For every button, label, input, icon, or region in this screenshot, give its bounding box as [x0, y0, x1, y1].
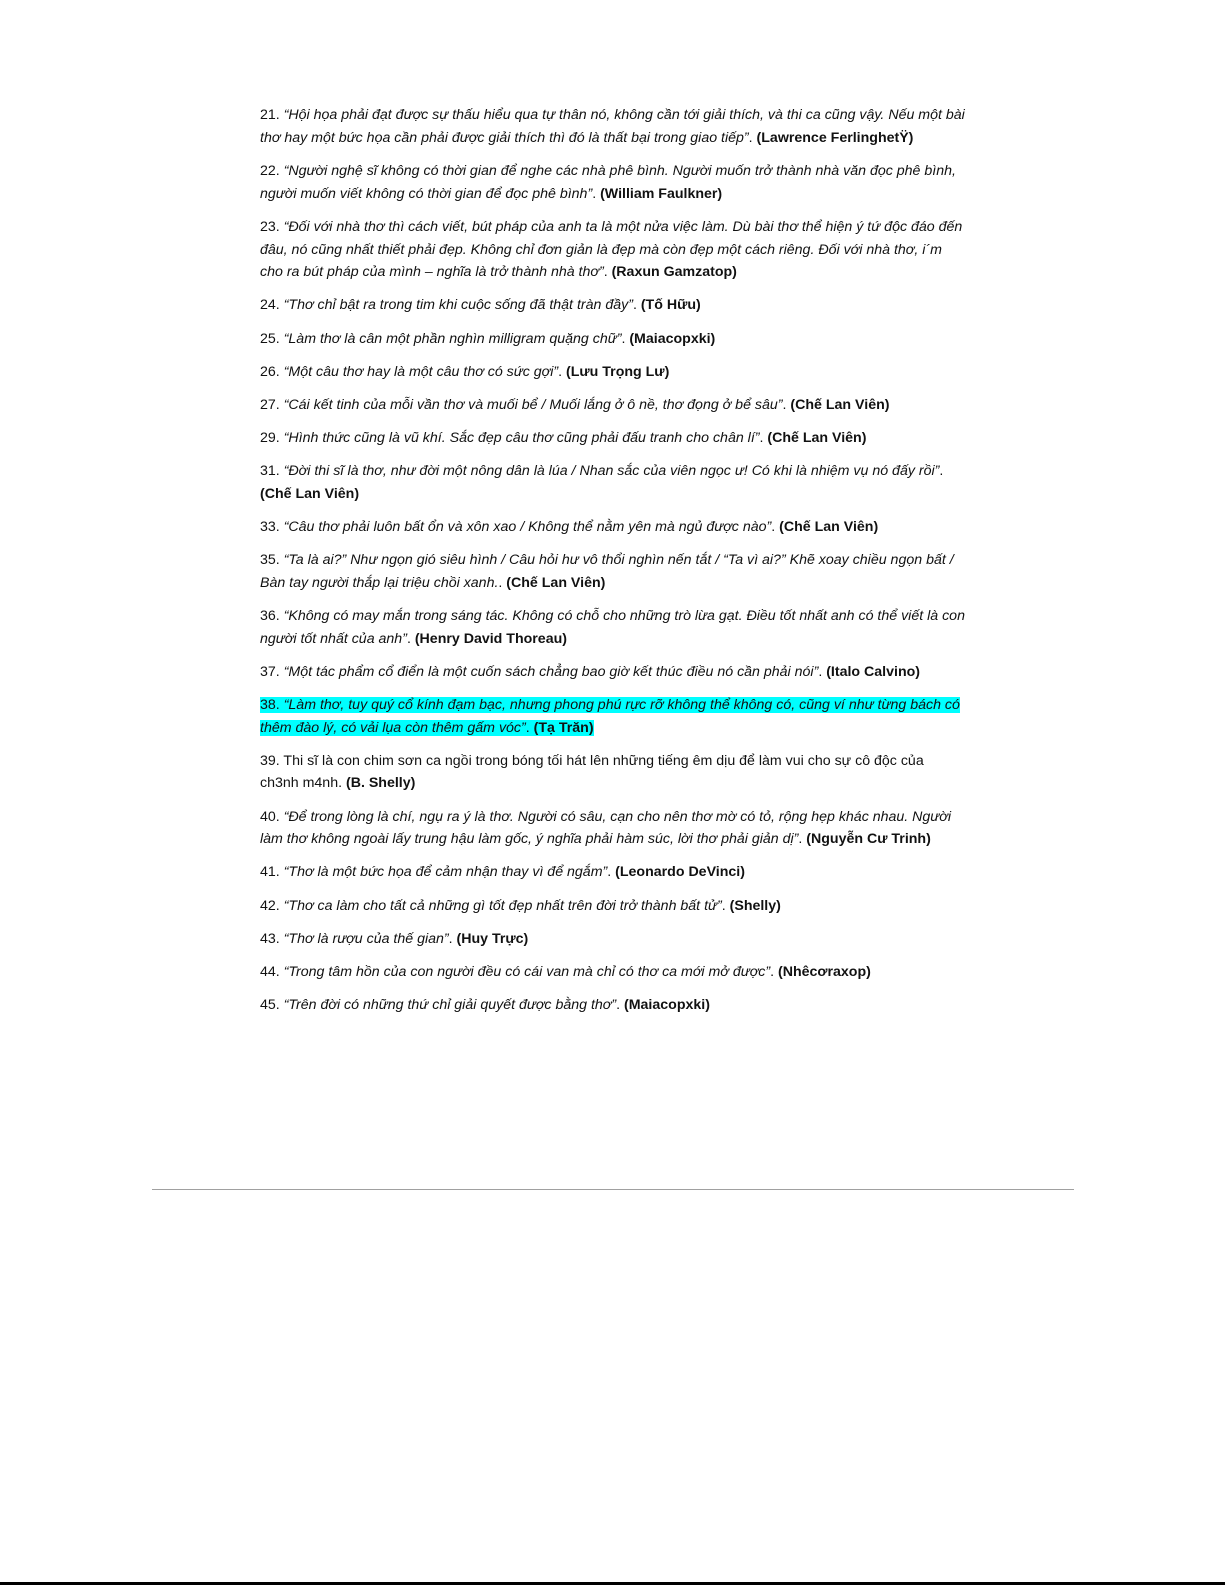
quote-number: 45.	[260, 996, 280, 1013]
quote-author: (Chế Lan Viên)	[767, 429, 867, 446]
quote-text-run: 35. “Ta là ai?” Như ngọn gió siêu hình / Câu hỏi hư vô thổi nghìn nến tắt / “Ta vì ai?” Khẽ xoay chiều ngọn bất / Bàn tay người thắp lại triệu chồi xanh.. (Chế Lan Viên)	[260, 551, 954, 591]
quote-text: “Để trong lòng là chí, ngụ ra ý là thơ. Người có sâu, cạn cho nên thơ mờ có tỏ, rộng hẹp khác nhau. Người làm thơ không ngoài lấy trung hậu làm gốc, ý nghĩa phải hàm súc, lời thơ phải giản dị”	[260, 808, 952, 848]
quote-author: (Tố Hữu)	[640, 297, 701, 314]
quote-number: 23.	[260, 218, 280, 235]
quote-text-run: 33. “Câu thơ phải luôn bất ổn và xôn xao / Không thể nằm yên mà ngủ được nào”. (Chế Lan Viên)	[260, 518, 879, 535]
quote-text: “Một tác phẩm cổ điển là một cuốn sách chẳng bao giờ kết thúc điều nó cần phải nói”	[283, 663, 819, 680]
quote-item	[260, 549, 965, 595]
quote-text: “Hội họa phải đạt được sự thấu hiểu qua tự thân nó, không cần tới giải thích, và thi ca cũng vậy. Nếu một bài thơ hay một bức họa cần phải được giải thích thì đó là thất bại trong giao tiếp”	[260, 107, 965, 146]
quote-item	[260, 516, 965, 539]
quote-text: “Cái kết tinh của mỗi vần thơ và muối bể / Muối lắng ở ô nề, thơ đọng ở bể sâu”	[283, 396, 783, 413]
quote-text-run: 38. “Làm thơ, tuy quý cổ kính đạm bạc, nhưng phong phú rực rỡ không thể không có, cũng ví như từng bách có thêm đào lý, có vải lụa còn thêm gấm vóc”. (Tạ Trăn)	[260, 696, 960, 736]
quote-author: (Chế Lan Viên)	[790, 396, 890, 413]
quote-text-run: 42. “Thơ ca làm cho tất cả những gì tốt đẹp nhất trên đời trở thành bất tử”. (Shelly)	[260, 897, 781, 914]
quote-text: “Làm thơ, tuy quý cổ kính đạm bạc, nhưng phong phú rực rỡ không thể không có, cũng ví như từng bách có thêm đào lý, có vải lụa còn thêm gấm vóc”	[260, 696, 960, 736]
quote-text-run: 29. “Hình thức cũng là vũ khí. Sắc đẹp câu thơ cũng phải đấu tranh cho chân lí”. (Chế Lan Viên)	[260, 429, 867, 446]
quote-text-run: 26. “Một câu thơ hay là một câu thơ có sức gợi”. (Lưu Trọng Lư)	[260, 363, 670, 380]
quote-number: 27.	[260, 396, 280, 413]
quote-number: 25.	[260, 330, 280, 347]
quote-author: (William Faulkner)	[600, 185, 723, 202]
quote-text-run: 21. “Hội họa phải đạt được sự thấu hiểu qua tự thân nó, không cần tới giải thích, và thi ca cũng vậy. Nếu một bài thơ hay một bức họa cần phải được giải thích thì đó là thất bại trong giao tiếp”. (Lawrence FerlinghetŸ)	[260, 107, 965, 146]
quote-number: 26.	[260, 363, 280, 380]
quote-item	[260, 895, 965, 918]
quote-item	[260, 694, 965, 740]
quote-text-run: 27. “Cái kết tinh của mỗi vần thơ và muối bể / Muối lắng ở ô nề, thơ đọng ở bể sâu”. (Chế Lan Viên)	[260, 396, 890, 413]
quote-text-run: 45. “Trên đời có những thứ chỉ giải quyết được bằng thơ”. (Maiacopxki)	[260, 996, 710, 1013]
quote-number: 39.	[260, 752, 280, 769]
quote-author: (Leonardo DeVinci)	[615, 864, 745, 881]
quote-text: “Thơ chỉ bật ra trong tim khi cuộc sống đã thật tràn đầy”	[283, 297, 633, 314]
quote-text-run: 40. “Để trong lòng là chí, ngụ ra ý là thơ. Người có sâu, cạn cho nên thơ mờ có tỏ, rộng hẹp khác nhau. Người làm thơ không ngoài lấy trung hậu làm gốc, ý nghĩa phải hàm súc, lời thơ phải giản dị”. (Nguyễn Cư Trinh)	[260, 808, 952, 848]
quote-number: 43.	[260, 930, 280, 947]
quote-text-run	[260, 753, 924, 792]
quote-item	[260, 216, 965, 284]
quote-item	[260, 806, 965, 852]
quote-author: (Chế Lan Viên)	[779, 518, 879, 535]
quote-text: “Thơ là rượu của thế gian”	[283, 930, 449, 947]
quote-number: 35.	[260, 551, 280, 568]
quote-number: 38.	[260, 696, 280, 713]
quote-author: (Maiacopxki)	[624, 996, 710, 1013]
quote-text: “Thơ là một bức họa để cảm nhận thay vì để ngắm”	[283, 864, 608, 881]
quote-author: (Chế Lan Viên)	[260, 485, 360, 502]
quote-text-run: 43. “Thơ là rượu của thế gian”. (Huy Trực)	[260, 930, 529, 947]
quote-number: 21.	[260, 107, 280, 123]
quote-text-run: 31. “Đời thi sĩ là thơ, như đời một nông dân là lúa / Nhan sắc của viên ngọc ư! Có khi là nhiệm vụ nó đấy rồi”. (Chế Lan Viên)	[260, 462, 944, 502]
quote-text-run: 25. “Làm thơ là cân một phần nghìn milligram quặng chữ”. (Maiacopxki)	[260, 330, 716, 347]
quote-text: “Ta là ai?” Như ngọn gió siêu hình / Câu hỏi hư vô thổi nghìn nến tắt / “Ta vì ai?” Khẽ xoay chiều ngọn bất / Bàn tay người thắp lại triệu chồi xanh.	[260, 551, 954, 591]
quote-text: “Đối với nhà thơ thì cách viết, bút pháp của anh ta là một nửa việc làm. Dù bài thơ thể hiện ý tứ độc đáo đến đâu, nó cũng nhất thiết phải đẹp. Không chỉ đơn giản là đẹp mà còn đẹp một cách riêng. Đối với nhà thơ, i´m cho ra bút pháp của mình – nghĩa là trở thành nhà thơ”	[260, 218, 963, 281]
quote-author: (B. Shelly)	[345, 775, 416, 792]
quote-author: (Raxun Gamzatop)	[611, 264, 737, 281]
quote-text-run: 44. “Trong tâm hồn của con người đều có cái van mà chỉ có thơ ca mới mở được”. (Nhêcơraxop)	[260, 963, 871, 980]
quote-item	[260, 605, 965, 651]
quote-item	[260, 427, 965, 450]
quote-text: “Thơ ca làm cho tất cả những gì tốt đẹp nhất trên đời trở thành bất tử”	[283, 897, 722, 914]
quote-item	[260, 104, 965, 150]
quote-text-run: 22. “Người nghệ sĩ không có thời gian để nghe các nhà phê bình. Người muốn trở thành nhà văn đọc phê bình, người muốn viết không có thời gian để đọc phê bình”. (William Faulkner)	[260, 162, 956, 202]
quote-text-run: 36. “Không có may mắn trong sáng tác. Không có chỗ cho những trò lừa gạt. Điều tốt nhất anh có thể viết là con người tốt nhất của anh”. (Henry David Thoreau)	[260, 607, 965, 647]
quote-number: 29.	[260, 429, 280, 446]
quote-item	[260, 994, 965, 1017]
quote-number: 41.	[260, 864, 280, 881]
quote-author: (Lawrence FerlinghetŸ)	[756, 129, 914, 146]
quote-author: (Nhêcơraxop)	[778, 963, 871, 980]
quote-text: “Câu thơ phải luôn bất ổn và xôn xao / Không thể nằm yên mà ngủ được nào”	[283, 518, 772, 535]
quote-item	[260, 361, 965, 384]
quote-item	[260, 294, 965, 317]
quote-text-run: 24. “Thơ chỉ bật ra trong tim khi cuộc sống đã thật tràn đầy”. (Tố Hữu)	[260, 297, 701, 314]
quote-author: (Huy Trực)	[456, 930, 529, 947]
quote-number: 31.	[260, 462, 280, 479]
quote-number: 24.	[260, 297, 280, 314]
quote-item	[260, 328, 965, 351]
quote-text: “Trên đời có những thứ chỉ giải quyết được bằng thơ”	[283, 996, 617, 1013]
quote-author: (Italo Calvino)	[826, 663, 921, 680]
quote-text: “Hình thức cũng là vũ khí. Sắc đẹp câu thơ cũng phải đấu tranh cho chân lí”	[283, 429, 760, 446]
quote-number: 42.	[260, 897, 280, 914]
quote-item	[260, 661, 965, 684]
quote-author: (Maiacopxki)	[629, 330, 716, 347]
quote-author: (Lưu Trọng Lư)	[566, 363, 670, 380]
quote-text: “Người nghệ sĩ không có thời gian để nghe các nhà phê bình. Người muốn trở thành nhà văn đọc phê bình, người muốn viết không có thời gian để đọc phê bình”	[260, 162, 956, 202]
quote-author: (Shelly)	[729, 897, 781, 914]
quote-text: “Trong tâm hồn của con người đều có cái van mà chỉ có thơ ca mới mở được”	[283, 963, 771, 980]
quote-item	[260, 460, 965, 506]
quote-item	[260, 961, 965, 984]
quote-author: (Henry David Thoreau)	[414, 630, 567, 647]
quote-text-run: 37. “Một tác phẩm cổ điển là một cuốn sách chẳng bao giờ kết thúc điều nó cần phải nói”. (Italo Calvino)	[260, 663, 921, 680]
quote-text: “Đời thi sĩ là thơ, như đời một nông dân là lúa / Nhan sắc của viên ngọc ư! Có khi là nhiệm vụ nó đấy rồi”	[283, 462, 940, 479]
quote-number: 33.	[260, 518, 280, 535]
quote-item	[260, 160, 965, 206]
quote-text: “Không có may mắn trong sáng tác. Không có chỗ cho những trò lừa gạt. Điều tốt nhất anh có thể viết là con người tốt nhất của anh”	[260, 607, 965, 647]
quote-author: (Nguyễn Cư Trinh)	[806, 831, 931, 848]
quote-item	[260, 750, 965, 796]
page-separator	[152, 1189, 1074, 1190]
quote-author: (Chế Lan Viên)	[506, 574, 606, 591]
quote-number: 36.	[260, 607, 280, 624]
quote-list	[260, 104, 965, 1027]
quote-item	[260, 861, 965, 884]
quote-number: 22.	[260, 162, 280, 179]
quote-number: 37.	[260, 663, 280, 680]
quote-number: 44.	[260, 963, 280, 980]
quote-text: “Một câu thơ hay là một câu thơ có sức gợi”	[283, 363, 559, 380]
quote-text: “Làm thơ là cân một phần nghìn milligram quặng chữ”	[283, 330, 622, 347]
quote-text-run: 23. “Đối với nhà thơ thì cách viết, bút pháp của anh ta là một nửa việc làm. Dù bài thơ thể hiện ý tứ độc đáo đến đâu, nó cũng nhất thiết phải đẹp. Không chỉ đơn giản là đẹp mà còn đẹp một cách riêng. Đối với nhà thơ, i´m cho ra bút pháp của mình – nghĩa là trở thành nhà thơ”. (Raxun Gamzatop)	[260, 218, 963, 281]
quote-item	[260, 394, 965, 417]
quote-text-run: 41. “Thơ là một bức họa để cảm nhận thay vì để ngắm”. (Leonardo DeVinci)	[260, 864, 745, 881]
quote-author: (Tạ Trăn)	[533, 719, 594, 736]
quote-number: 40.	[260, 808, 280, 825]
quote-item	[260, 928, 965, 951]
quote-text: Thi sĩ là con chim sơn ca ngồi trong bóng tối hát lên những tiếng êm dịu để làm vui cho sự cô độc của ch3nh m4nh.	[260, 752, 924, 792]
